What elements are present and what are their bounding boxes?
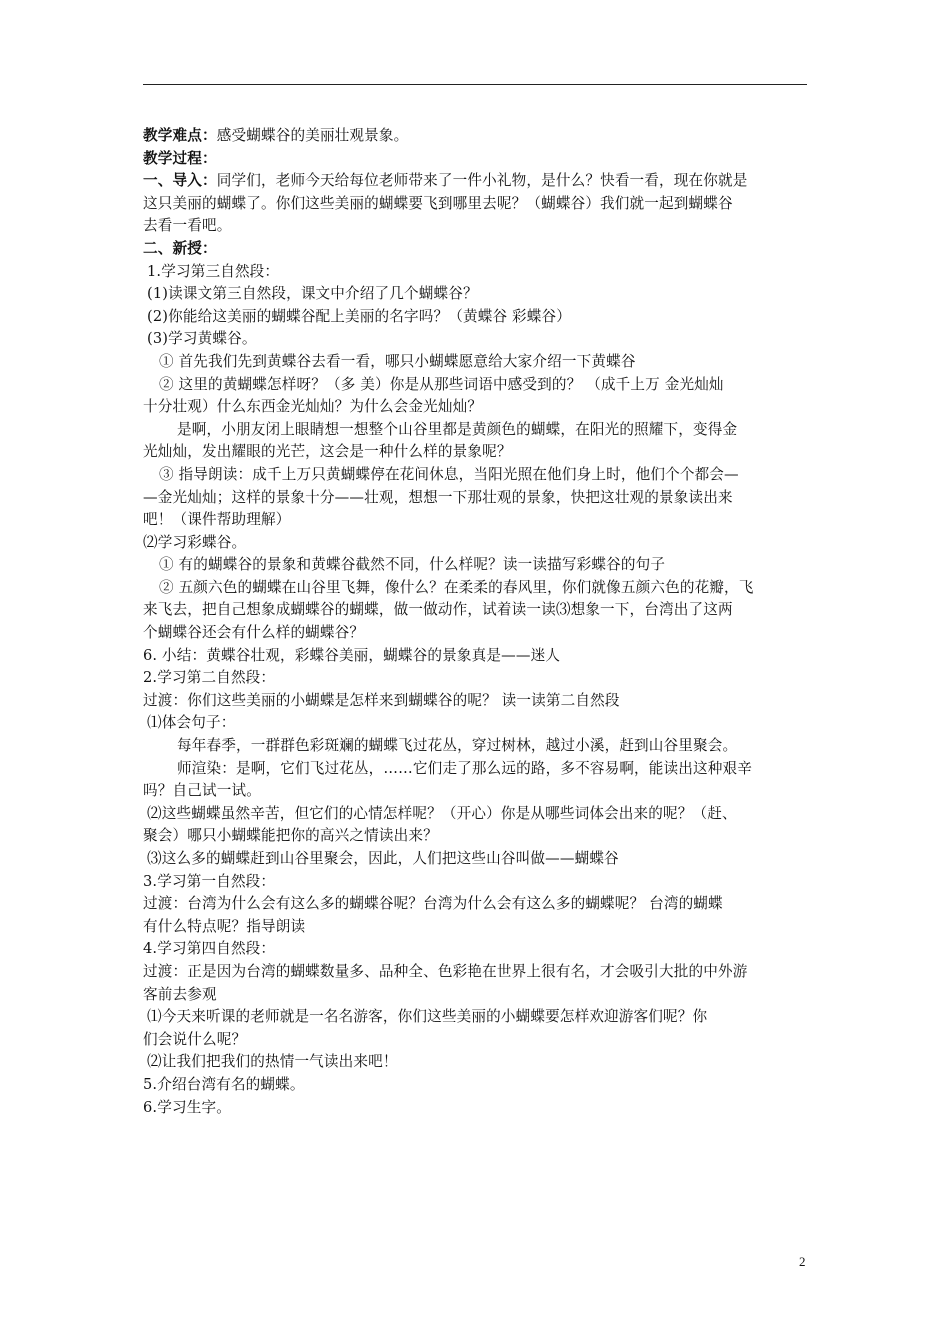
text-line: ① 首先我们先到黄蝶谷去看一看，哪只小蝴蝶愿意给大家介绍一下黄蝶谷 xyxy=(159,352,636,370)
text-line: (3)学习黄蝶谷。 xyxy=(147,330,257,348)
text-line: 过渡：正是因为台湾的蝴蝶数量多、品种全、色彩艳在世界上很有名，才会吸引大批的中外游 xyxy=(143,962,748,980)
text-line: ② 这里的黄蝴蝶怎样呀？（多 美）你是从那些词语中感受到的？ （成千上万 金光灿灿 xyxy=(159,375,724,393)
text-line: 有什么特点呢？指导朗读 xyxy=(143,917,306,935)
header-rule xyxy=(143,84,807,85)
text-line: 来飞去，把自己想象成蝴蝶谷的蝴蝶，做一做动作，试着读一读⑶想象一下，台湾出了这两 xyxy=(143,601,733,619)
difficulty-label: 教学难点： xyxy=(143,127,217,144)
intro-label: 一、导入： xyxy=(143,172,217,190)
text-line: ② 五颜六色的蝴蝶在山谷里飞舞，像什么？在柔柔的春风里，你们就像五颜六色的花瓣，飞 xyxy=(159,578,754,596)
new-label: 二、新授： xyxy=(143,239,217,257)
text-line: 客前去参观 xyxy=(143,985,217,1003)
text-line: ③ 指导朗读：成千上万只黄蝴蝶停在花间休息，当阳光照在他们身上时，他们个个都会— xyxy=(159,465,739,483)
text-line: 十分壮观）什么东西金光灿灿？为什么会金光灿灿？ xyxy=(143,398,483,416)
text-line: 过渡：你们这些美丽的小蝴蝶是怎样来到蝴蝶谷的呢？ 读一读第二自然段 xyxy=(143,691,620,709)
text-line: ⑵让我们把我们的热情一气读出来吧！ xyxy=(147,1053,398,1071)
section-heading: 3.学习第一自然段： xyxy=(143,872,276,890)
intro-text: 同学们，老师今天给每位老师带来了一件小礼物，是什么？快看一看，现在你就是 xyxy=(216,172,748,190)
new-heading xyxy=(143,238,809,261)
text-line: ⑴体会句子： xyxy=(147,714,236,732)
text-line: (2)你能给这美丽的蝴蝶谷配上美丽的名字吗？（黄蝶谷 彩蝶谷） xyxy=(147,307,571,325)
text-line: ⑶这么多的蝴蝶赶到山谷里聚会，因此，人们把这些山谷叫做——蝴蝶谷 xyxy=(147,850,619,867)
text-line: 过渡：台湾为什么会有这么多的蝴蝶谷呢？台湾为什么会有这么多的蝴蝶呢？ 台湾的蝴蝶 xyxy=(143,895,723,913)
document-body xyxy=(143,125,809,1119)
text-line: 这只美丽的蝴蝶了。你们这些美丽的蝴蝶要飞到哪里去呢？（蝴蝶谷）我们就一起到蝴蝶谷 xyxy=(143,194,733,212)
text-line: 个蝴蝶谷还会有什么样的蝴蝶谷？ xyxy=(143,624,365,642)
process-label: 教学过程： xyxy=(143,149,217,167)
text-line: ① 有的蝴蝶谷的景象和黄蝶谷截然不同，什么样呢？读一读描写彩蝶谷的句子 xyxy=(159,556,666,574)
text-line: ⑵学习彩蝶谷。 xyxy=(143,533,247,551)
text-line: (1)读课文第三自然段，课文中介绍了几个蝴蝶谷？ xyxy=(147,285,478,303)
text-line: 吧！（课件帮助理解） xyxy=(143,511,291,529)
text-line: 每年春季，一群群色彩斑斓的蝴蝶飞过花丛，穿过树林，越过小溪，赶到山谷里聚会。 xyxy=(177,737,738,755)
section-heading: 6.学习生字。 xyxy=(143,1098,231,1116)
page-number: 2 xyxy=(799,1254,806,1269)
text-line: 光灿灿，发出耀眼的光芒，这会是一种什么样的景象呢？ xyxy=(143,443,512,461)
text-line: 吗？自己试一试。 xyxy=(143,782,261,800)
difficulty-text: 感受蝴蝶谷的美丽壮观景象。 xyxy=(216,127,409,144)
text-line: 聚会）哪只小蝴蝶能把你的高兴之情读出来？ xyxy=(143,827,438,845)
intro-line xyxy=(143,170,809,193)
section-heading: 4.学习第四自然段： xyxy=(143,940,276,958)
process-heading xyxy=(143,148,809,171)
difficulty-line xyxy=(143,125,809,148)
text-line: 们会说什么呢？ xyxy=(143,1030,247,1048)
text-line: 是啊，小朋友闭上眼睛想一想整个山谷里都是黄颜色的蝴蝶，在阳光的照耀下，变得金 xyxy=(177,420,738,438)
section-heading: 2.学习第二自然段： xyxy=(143,669,276,687)
text-line: 师渲染：是啊，它们飞过花丛，……它们走了那么远的路，多不容易啊，能读出这种艰辛 xyxy=(177,759,753,777)
text-line: 6. 小结：黄蝶谷壮观，彩蝶谷美丽，蝴蝶谷的景象真是——迷人 xyxy=(143,646,561,664)
section-heading: 5.介绍台湾有名的蝴蝶。 xyxy=(143,1075,305,1093)
text-line: ⑴今天来听课的老师就是一名名游客，你们这些美丽的小蝴蝶要怎样欢迎游客们呢？你 xyxy=(147,1008,708,1026)
text-line: ⑵这些蝴蝶虽然辛苦，但它们的心情怎样呢？（开心）你是从哪些词体会出来的呢？（赶、 xyxy=(147,804,737,822)
section-heading: 1.学习第三自然段： xyxy=(147,262,280,280)
text-line: 去看一看吧。 xyxy=(143,217,232,235)
text-line: —金光灿灿；这样的景象十分——壮观，想想一下那壮观的景象，快把这壮观的景象读出来 xyxy=(143,488,733,506)
